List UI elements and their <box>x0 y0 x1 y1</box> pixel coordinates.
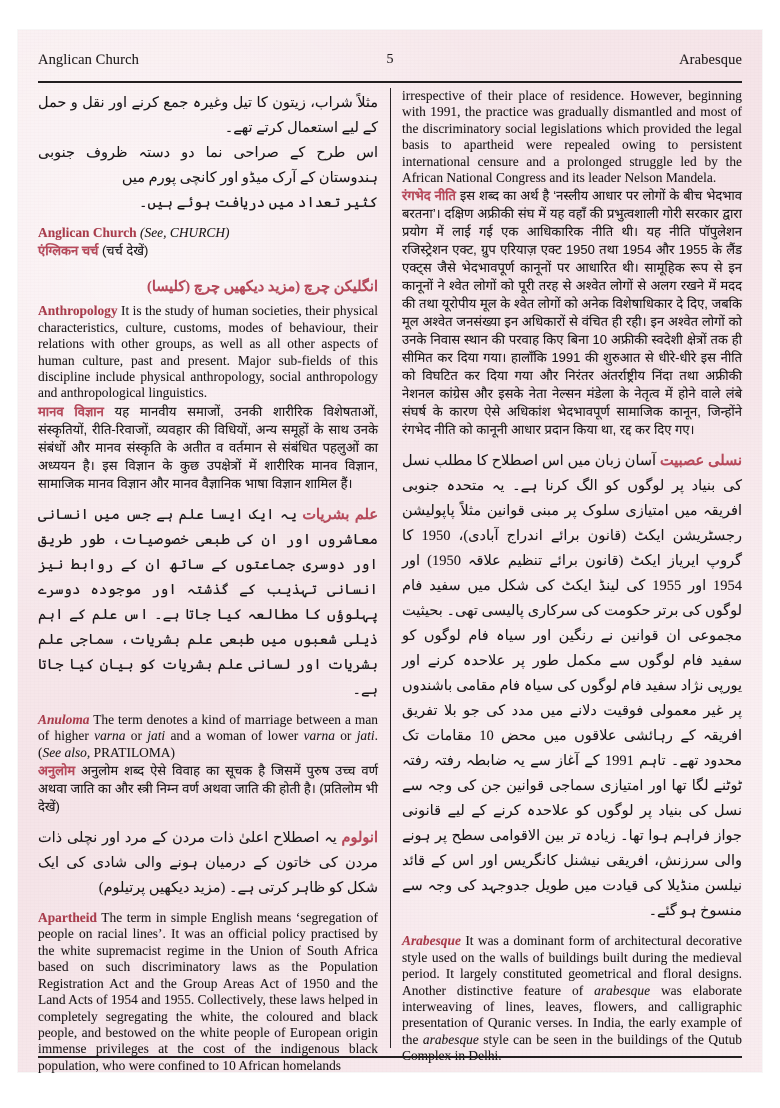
anthropology-urdu-headword: علم بشریات <box>302 506 378 523</box>
anuloma-urdu-headword: انولوم <box>341 830 378 847</box>
apartheid-urdu-body: آسان زبان میں اس اصطلاح کا مطلب نسل کی بنیاد پر لوگوں کو الگ کرنا ہے۔ یہ متحدہ جنوبی افریقہ میں امتیازی سلوک پر مبنی قوانین مثلاً پاپولیشن رجسٹریشن ایکٹ (قانون برائے اندراج آبادی)، 1950 کا گروپ ایریاز ایکٹ (قانون برائے تنظیم علاقہ 1950) اور 1954 اور 1955 کی لینڈ ایکٹ کی شکل میں سفید فام لوگوں کی برتر حکومت کی سرکاری پالیسی تھی۔ بحیثیت مجموعی ان قوانین نے رنگین اور سیاہ فام لوگوں کو سفید فام لوگوں سے مکمل طور پر علاحدہ کرنے اور یورپی نژاد سفید فام لوگوں کی سیاہ فام مقامی باشندوں پر غیر معمولی فوقیت دلانے میں مدد کی جو بلا تفریق افریقہ کے رہائشی علاقوں میں محض 10 مقامات تک محدود تھے۔ تاہم 1991 کے آغاز سے یہ ضابطہ رفتہ رفتہ ٹوٹنے لگا تھا اور امتیازی سماجی قوانین جن کی وجہ سے نسل کی بنیاد پر لوگوں کو علاحدہ کرنے کے لیے قانونی جواز فراہم ہوا تھا۔ زیادہ تر بین الاقوامی سطح پر ہونے والی سرزنش، افریقی نیشنل کانگریس اور اس کے قائد نیلسن منڈیلا کی قیادت میں طویل جدوجہد کی وجہ سے منسوخ ہو گئے۔ <box>402 453 743 920</box>
anglican-church-urdu-line <box>38 275 378 300</box>
entry-anthropology <box>38 303 378 702</box>
anuloma-jati-1: jati <box>147 728 166 744</box>
anglican-church-urdu-headword: انگلیکن چرچ (مزید دیکھیں چرچ (کلیسا) <box>147 279 378 296</box>
arabesque-english-paragraph <box>402 933 742 1064</box>
apartheid-headword: Apartheid <box>38 910 97 926</box>
left-column <box>38 88 378 1073</box>
entry-apartheid <box>38 910 378 1074</box>
anuloma-english-body-2: and a woman of lower <box>165 728 304 744</box>
anuloma-hindi-headword: अनुलोम <box>38 763 76 779</box>
arabesque-italic-2: arabesque <box>422 1031 479 1047</box>
anglican-church-english-line <box>38 225 378 241</box>
anthropology-headword: Anthropology <box>38 303 118 319</box>
anuloma-english-body-3: . ( <box>38 728 378 760</box>
apartheid-hindi-paragraph <box>402 187 742 439</box>
anuloma-or-2: or <box>334 728 357 744</box>
arabesque-english-body-2: was elaborate interweaving of lines, leaves, flowers, and calligraphic presentation of Quranic verses. In India, the early example of the <box>402 982 742 1047</box>
arabesque-english-body-1: It was a dominant form of architectural decorative style used on the walls of buildings built during the medieval period. It largely constituted geometrical and floral designs. Another distinctive feature of <box>402 933 742 998</box>
anuloma-or-1: or <box>125 728 148 744</box>
anuloma-urdu-paragraph <box>38 826 378 901</box>
two-column-body <box>38 88 743 1073</box>
anuloma-see-also: See also <box>42 744 87 760</box>
arabesque-italic-1: arabesque <box>594 982 651 998</box>
column-divider-rule <box>390 88 391 1048</box>
urdu-continuation-line-3: کثیر تعداد میں دریافت ہوئے ہیں۔ <box>138 195 378 211</box>
anuloma-jati-2: jati <box>356 728 375 744</box>
anglican-church-hindi-headword: एंग्लिकन चर्च <box>38 243 99 259</box>
spacer <box>402 440 742 446</box>
urdu-continuation-block <box>38 91 378 216</box>
entry-anglican-church <box>38 225 378 300</box>
running-head <box>38 52 742 74</box>
apartheid-urdu-paragraph <box>402 449 742 924</box>
anuloma-varna-1: varna <box>94 728 126 744</box>
anuloma-hindi-body: अनुलोम शब्द ऐसे विवाह का सूचक है जिसमें पुरुष उच्च वर्ण अथवा जाति का और स्त्री निम्न वर्ण अथवा जाति की होती है। (प्रतिलोम भी देखें) <box>38 763 378 815</box>
apartheid-urdu-headword: نسلی عصبیت <box>659 453 742 470</box>
arabesque-english-body-3: style can be seen in the buildings of the Qutub Complex in Delhi. <box>402 1031 742 1064</box>
apartheid-english-paragraph <box>38 910 378 1074</box>
running-head-right: Arabesque <box>679 52 742 68</box>
anglican-church-hindi-line <box>38 242 378 260</box>
right-column <box>402 88 743 1064</box>
anuloma-urdu-body: یہ اصطلاح اعلیٰ ذات مردن کے مرد اور نچلی ذات مردن کی خاتون کے درمیان ہونے والی شادی کی ایک شکل کو ظاہر کرتی ہے۔ (مزید دیکھیں پرتیلوم) <box>38 830 378 897</box>
anuloma-english-body-1: The term denotes a kind of marriage between a man of higher <box>38 711 378 744</box>
anthropology-urdu-body: یہ ایک ایسا علم ہے جس میں انسانی معاشروں اور ان کی طبعی خصوصیات، طور طریق اور دوسری جماعتوں کے ساتھ ان کے روابط نیز انسانی تہذیب کے گذشتہ اور موجودہ دوسرے پہلوؤں کا مطالعہ کیا جاتا ہے۔ اس علم کے اہم ذیلی شعبوں میں طبعی علم بشریات، سماجی علم بشریات اور لسانی علم بشریات کو بیان کیا جاتا ہے۔ <box>38 506 378 698</box>
arabesque-headword: Arabesque <box>402 933 461 949</box>
spacer <box>38 261 378 272</box>
spacer <box>38 494 378 500</box>
header-rule <box>38 81 742 83</box>
anglican-church-english-body: (See, CHURCH) <box>136 225 230 240</box>
apartheid-english-body: The term in simple English means ‘segregation of people on racial lines’. It was an official policy practised by the white supremacist regime in the Union of South Africa based on such discriminatory laws as the Population Registration Act and the Group Areas Act of 1950 and the Land Acts of 1954 and 1955. Collectively, these laws helped in completely segregating the white, the coloured and black people, and bestowed on the white people of European origin immense privileges at the cost of the indigenous black population, who were confined to 10 African homelands <box>38 910 378 1073</box>
footer-rule <box>38 1056 742 1058</box>
running-head-left: Anglican Church <box>38 52 139 68</box>
anthropology-hindi-paragraph <box>38 403 378 493</box>
spacer <box>38 817 378 823</box>
page-number: 5 <box>386 52 394 67</box>
anuloma-english-paragraph <box>38 712 378 761</box>
column-divider <box>378 88 402 1048</box>
entry-anuloma <box>38 712 378 901</box>
anthropology-english-body: It is the study of human societies, their physical characteristics, culture, customs, modes of behaviour, their relations with other groups, as well as all other aspects of human culture, past and present. Major sub-fields of this discipline include physical anthropology, social anthropology and anthropological linguistics. <box>38 303 378 401</box>
urdu-continuation-line-1: مثلاً شراب، زیتون کا تیل وغیرہ جمع کرنے اور نقل و حمل کے لیے استعمال کرتے تھے۔ <box>38 95 378 136</box>
anthropology-hindi-headword: मानव विज्ञान <box>38 403 104 419</box>
anuloma-hindi-paragraph <box>38 762 378 816</box>
entry-arabesque <box>402 933 742 1064</box>
dictionary-page <box>18 30 762 1072</box>
apartheid-hindi-headword: रंगभेद नीति <box>402 188 456 204</box>
anthropology-hindi-body: यह मानवीय समाजों, उनकी शारीरिक विशेषताओं, संस्कृतियों, रीति-रिवाजों, व्यवहार की विधियों, अन्य समूहों के साथ उनके संबंधों और मानव संस्कृति के अतीत व वर्तमान से संबंधित पहलुओं का अध्ययन है। इस विज्ञान के कुछ उपक्षेत्रों में शारीरिक मानव विज्ञान, सामाजिक मानव विज्ञान और मानव वैज्ञानिक भाषा विज्ञान शामिल हैं। <box>38 403 378 491</box>
anuloma-varna-2: varna <box>303 728 335 744</box>
apartheid-english-continuation: irrespective of their place of residence. However, beginning with 1991, the practice was gradually dismantled and most of the discriminatory social legislations which provided the legal basis to apartheid were repealed owing to persistent international censure and a prolonged struggle led by the African National Congress and its leader Nelson Mandela. <box>402 88 742 186</box>
urdu-continuation-line-2: اس طرح کے صراحی نما دو دستہ ظروف جنوبی ہندوستان کے آرک میڈو اور کانچی پورم میں <box>38 145 378 186</box>
anglican-church-headword: Anglican Church <box>38 225 137 240</box>
apartheid-hindi-body: इस शब्द का अर्थ है ‘नस्लीय आधार पर लोगों के बीच भेदभाव बरतना’। दक्षिण अफ्रीकी संघ में यह वहाँ की प्रभुत्वशाली गोरी सरकार द्वारा प्रयोग में लाई गई एक आधिकारिक नीति थी। यह नीति पॉपुलेशन रजिस्ट्रेशन एक्ट, ग्रुप एरियाज़ एक्ट 1950 तथा 1954 और 1955 के लैंड एक्ट्स जैसे भेदभावपूर्ण कानूनों पर आधारित थी। सामूहिक रूप से इन कानूनों ने श्वेत लोगों को पूरी तरह से अश्वेत लोगों से अलग रखने में मदद की तथा यूरोपीय मूल के श्वेत लोगों को अनेक विशेषाधिकार दे दिए, जबकि मूल अश्वेत जनसंख्या इन अधिकारों से वंचित ही रही। इन अश्वेत लोगों को उनके निवास स्थान की परवाह किए बिना 10 अफ्रीकी स्वदेशी क्षेत्रों तक ही सीमित कर दिया गया। हालाँकि 1991 की शुरुआत से धीरे-धीरे इस नीति को विघटित कर दिया गया और निरंतर अंतर्राष्ट्रीय निंदा तथा अफ्रीकी नेशनल कांग्रेस और इसके नेता नेल्सन मंडेला के नेतृत्व में होने वाले लंबे संघर्ष के कारण ऐसे अधिकांश भेदभावपूर्ण सामाजिक कानून, जिन्होंने रंगभेद नीति को कानूनी आधार प्रदान किया था, रद्द कर दिए गए। <box>402 188 742 438</box>
anglican-church-hindi-body: (चर्च देखें) <box>98 243 149 259</box>
anthropology-urdu-paragraph <box>38 503 378 703</box>
anthropology-english-paragraph <box>38 303 378 401</box>
anuloma-headword: Anuloma <box>38 711 90 727</box>
anuloma-english-body-4: , PRATILOMA) <box>86 744 175 760</box>
